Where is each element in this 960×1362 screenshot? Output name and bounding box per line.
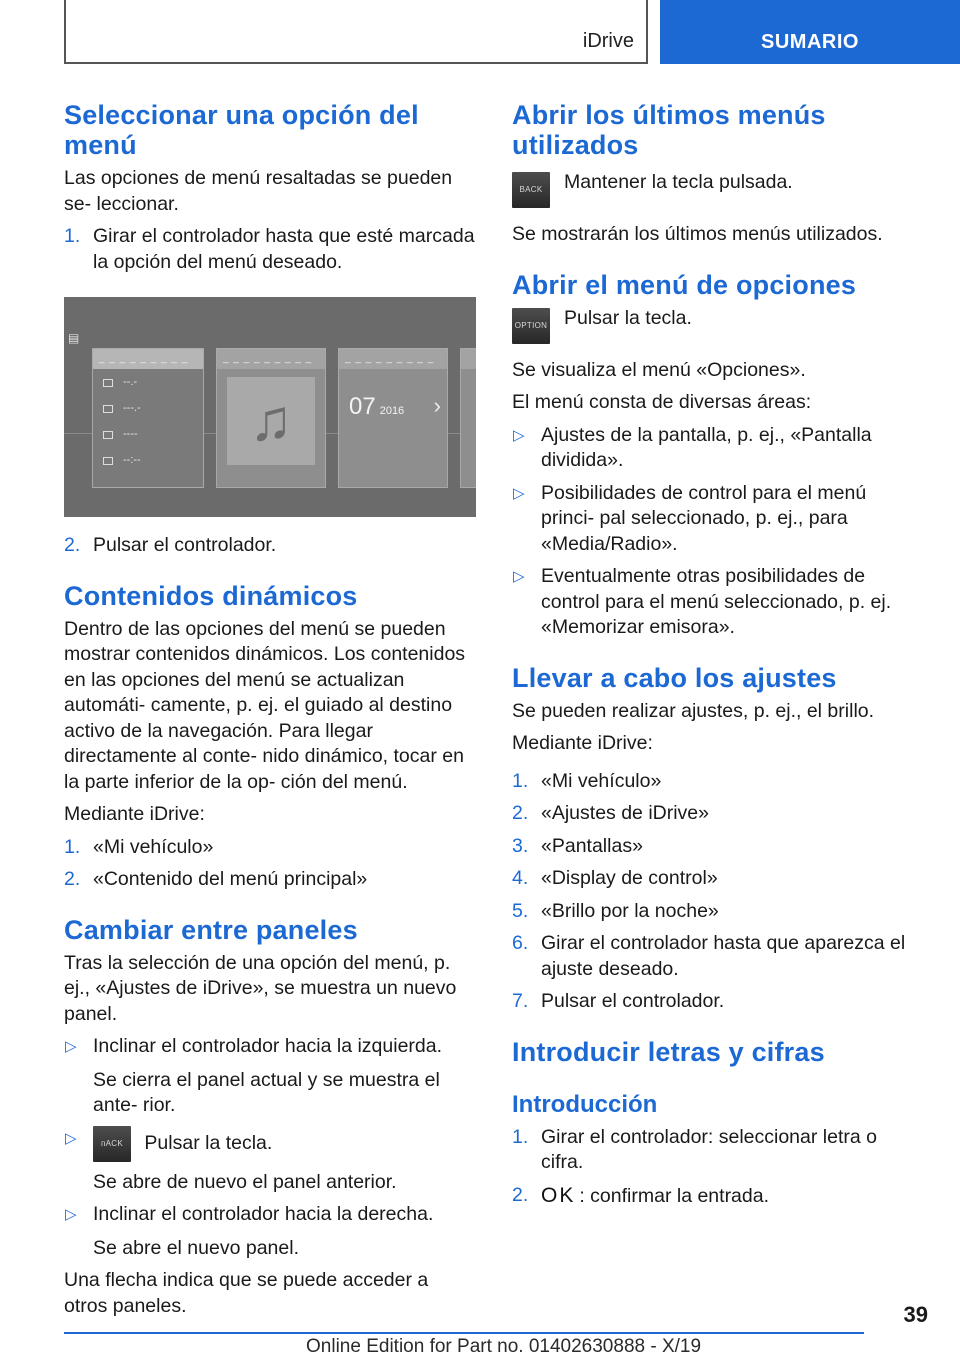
list-item: [512, 989, 924, 1015]
item-text: Posibilidades de control para el menú princi‐ pal seleccionado, p. ej., para «Media/Radio».: [541, 481, 867, 555]
paragraph: Una flecha indica que se puede acceder a otros paneles.: [64, 1269, 429, 1317]
heading-options-menu: Abrir el menú de opciones: [512, 269, 857, 300]
step-number: 1.: [64, 225, 81, 247]
step-text: «Pantallas»: [541, 834, 643, 857]
triangle-bullet-icon: ▷: [65, 1206, 77, 1223]
paragraph: Las opciones de menú resaltadas se pueden se‐ leccionar.: [64, 167, 453, 215]
step-text: Girar el controlador: seleccionar letra o cifra.: [541, 1125, 877, 1173]
list-item: [64, 1126, 476, 1196]
footer-edition: Online Edition for Part no. 01402630888 - X/19: [306, 1336, 702, 1357]
panel-title: _ _ _ _ _ _ _ _ _: [217, 349, 325, 369]
item-subtext: Se abre de nuevo el panel anterior.: [93, 1170, 397, 1193]
triangle-bullet-icon: ▷: [513, 484, 525, 502]
paragraph: Se mostrarán los últimos menús utilizados.: [512, 223, 883, 245]
paragraph: Tras la selección de una opción del menú, p. ej., «Ajustes de iDrive», se muestra un nuevo panel.: [64, 951, 457, 1025]
panel-title: _ _ _ _ _ _ _ _ _: [339, 349, 447, 369]
step-text: Pulsar el controlador.: [541, 990, 725, 1012]
panel-menu-icon: ▤: [68, 331, 80, 345]
step-number: 1.: [512, 769, 529, 792]
list-item: [512, 1183, 924, 1210]
step-text: «Mi vehículo»: [93, 835, 214, 858]
list-item: [64, 1034, 476, 1119]
step-number: 4.: [512, 867, 529, 889]
idrive-screenshot: [64, 297, 476, 517]
step-text: «Display de control»: [541, 867, 718, 889]
step-number: 5.: [512, 899, 529, 922]
back-key-icon: ᴨACK: [93, 1126, 131, 1162]
date-display: [349, 393, 404, 421]
page-number: 39: [903, 1302, 928, 1327]
list-item: [512, 866, 924, 892]
step-number: 1.: [512, 1125, 529, 1148]
paragraph: Mediante iDrive:: [64, 803, 205, 825]
heading-switch-panels: Cambiar entre paneles: [64, 914, 358, 945]
list-item: [512, 481, 924, 558]
panel-row: ---.-: [93, 395, 203, 421]
heading-enter-letters: Introducir letras y cifras: [512, 1036, 825, 1067]
steps-list: [512, 1125, 924, 1210]
list-item: [64, 835, 476, 861]
paragraph: Se pueden realizar ajustes, p. ej., el brillo.: [512, 699, 875, 722]
section-settings: [512, 663, 924, 1015]
item-text: Pulsar la tecla.: [144, 1131, 273, 1154]
steps-list: [64, 533, 476, 559]
item-subtext: Se cierra el panel actual y se muestra el ante‐ rior.: [93, 1068, 440, 1116]
step-text: «Contenido del menú principal»: [93, 868, 368, 890]
subheading-introduction: Introducción: [512, 1090, 658, 1118]
panel-title: [461, 349, 476, 369]
step-number: 2.: [64, 868, 81, 890]
option-key-icon: OPTION: [512, 308, 550, 344]
section-dynamic: [64, 581, 476, 893]
date-year: 2016: [379, 405, 405, 417]
heading-select-option: Seleccionar una opción del menú: [64, 100, 419, 160]
step-text: : confirmar la entrada.: [579, 1184, 770, 1207]
key-instruction: [512, 306, 924, 346]
list-item: [512, 931, 924, 982]
section-panels: [64, 915, 476, 1320]
bullet-list: [64, 1034, 476, 1261]
list-item: [64, 533, 476, 559]
list-item: [64, 224, 476, 275]
panel-row: --.-: [93, 369, 203, 395]
step-number: 6.: [512, 932, 529, 954]
paragraph: Dentro de las opciones del menú se pueden mostrar contenidos dinámicos. Los contenidos en las opciones del menú se actualizan automáti‐ camente, p. ej. el guiado al destino activo de la navegación. Para llegar directamente al conte‐ nido dinámico, tocar en la parte inferior de la op‐ ción del menú.: [64, 617, 466, 793]
heading-settings: Llevar a cabo los ajustes: [512, 662, 837, 693]
chevron-right-icon: ›: [433, 393, 441, 418]
steps-list: [64, 835, 476, 893]
list-item: [512, 834, 924, 860]
key-text: Pulsar la tecla.: [564, 306, 692, 329]
panel-row: --:--: [93, 447, 203, 473]
step-text: «Brillo por la noche»: [541, 899, 719, 922]
panel-communication: [338, 348, 448, 488]
footer-divider: [64, 1332, 864, 1334]
triangle-bullet-icon: ▷: [513, 568, 525, 585]
section-label: iDrive: [582, 30, 634, 52]
panel-title: _ _ _ _ _ _ _ _ _: [93, 349, 203, 369]
step-number: 1.: [64, 835, 81, 858]
triangle-bullet-icon: ▷: [65, 1129, 77, 1147]
item-text: Inclinar el controlador hacia la izquierda.: [93, 1035, 443, 1057]
ok-icon: OK: [541, 1183, 576, 1207]
step-text: Pulsar el controlador.: [93, 534, 277, 556]
step-number: 2.: [512, 1183, 529, 1206]
list-item: [512, 899, 924, 925]
bullet-list: [512, 423, 924, 641]
heading-dynamic-content: Contenidos dinámicos: [64, 580, 358, 611]
panel-vehicle: [92, 348, 204, 488]
section-letters: [512, 1037, 924, 1210]
item-text: Inclinar el controlador hacia la derecha.: [93, 1203, 434, 1225]
item-text: Eventualmente otras posibilidades de control para el menú seleccionado, p. ej. «Memorizar emisora».: [541, 565, 892, 638]
key-text: Mantener la tecla pulsada.: [564, 171, 793, 193]
list-item: [512, 423, 924, 474]
list-item: [512, 564, 924, 641]
step-number: 3.: [512, 834, 529, 857]
list-item: [64, 1202, 476, 1261]
left-column: [64, 100, 476, 1326]
paragraph: Se visualiza el menú «Opciones».: [512, 358, 806, 381]
right-column: [512, 100, 924, 1216]
section-options: [512, 270, 924, 641]
sumario-tab[interactable]: SUMARIO: [660, 0, 960, 64]
panel-row: ----: [93, 421, 203, 447]
step-number: 2.: [512, 802, 529, 824]
key-instruction: [512, 170, 924, 210]
list-item: [512, 1125, 924, 1176]
step-text: Girar el controlador hasta que aparezca el ajuste deseado.: [541, 932, 906, 980]
steps-list: [512, 769, 924, 1015]
list-item: [512, 801, 924, 827]
step-number: 7.: [512, 990, 529, 1012]
step-number: 2.: [64, 534, 81, 556]
paragraph: Mediante iDrive:: [512, 732, 653, 754]
panel-partial: [460, 348, 476, 488]
header-frame: [64, 0, 648, 64]
heading-last-menus: Abrir los últimos menús utilizados: [512, 100, 826, 160]
item-subtext: Se abre el nuevo panel.: [93, 1236, 299, 1259]
list-item: [512, 769, 924, 795]
item-text: Ajustes de la pantalla, p. ej., «Pantalla dividida».: [541, 423, 872, 471]
back-key-icon: BACK: [512, 172, 550, 208]
step-text: Girar el controlador hasta que esté marcada la opción del menú deseado.: [93, 225, 475, 273]
triangle-bullet-icon: ▷: [65, 1038, 77, 1055]
steps-list: [64, 224, 476, 275]
panel-media: [216, 348, 326, 488]
step-text: «Ajustes de iDrive»: [541, 802, 709, 824]
music-note-icon: ♫: [227, 377, 315, 465]
paragraph: El menú consta de diversas áreas:: [512, 391, 812, 413]
list-item: [64, 867, 476, 893]
date-day: 07: [349, 393, 376, 420]
step-text: «Mi vehículo»: [541, 769, 662, 792]
triangle-bullet-icon: ▷: [513, 426, 525, 444]
